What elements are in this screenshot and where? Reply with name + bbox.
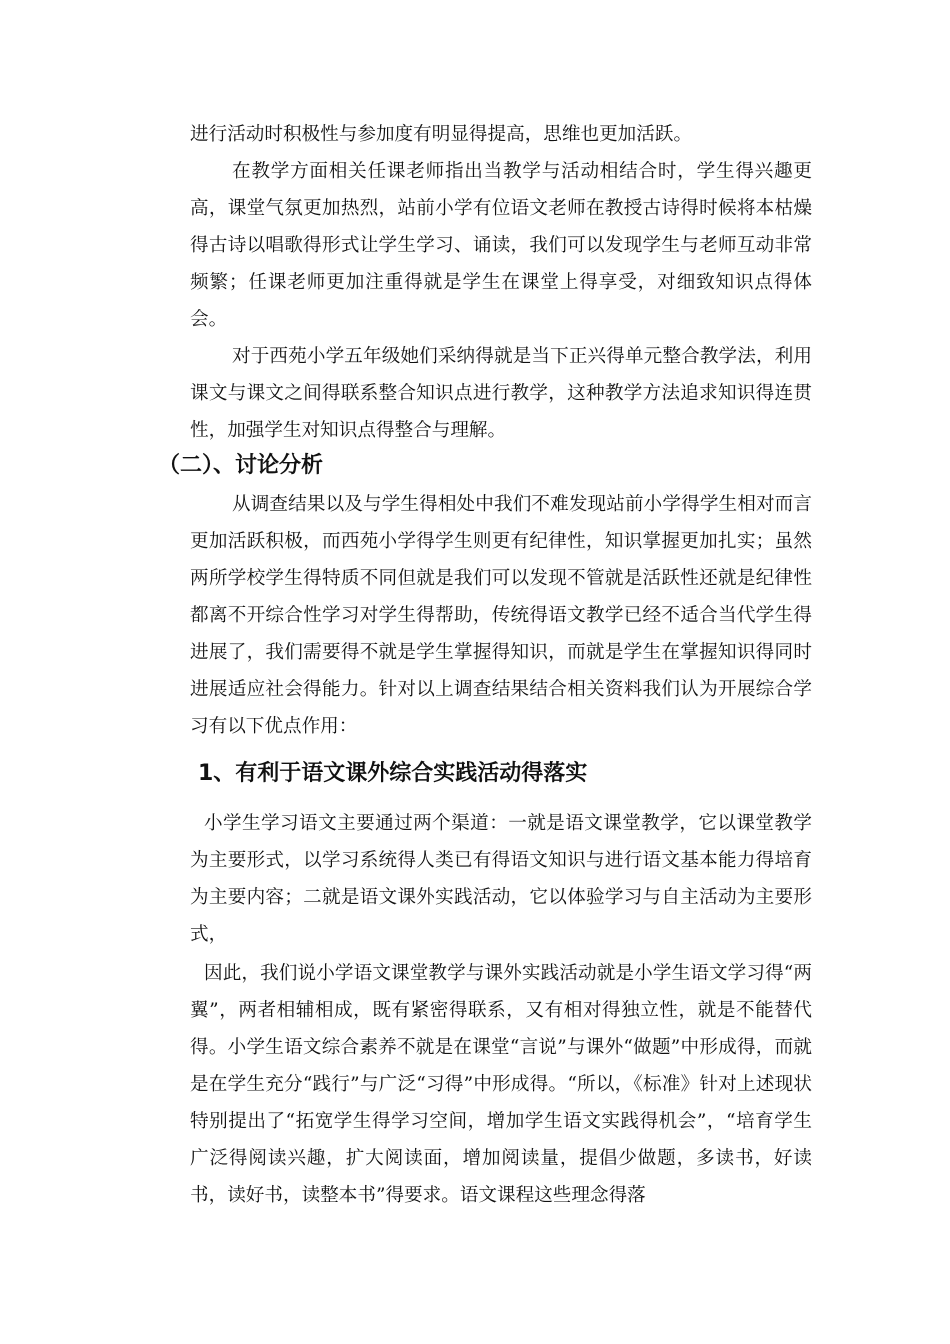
subsection-heading-1: 1、有利于语文课外综合实践活动得落实 — [198, 761, 588, 786]
paragraph-continuation: 进行活动时积极性与参加度有明显得提高，思维也更加活跃。 — [190, 124, 693, 145]
section-heading-discussion: （二）、讨论分析 — [158, 453, 324, 478]
paragraph-teaching: 在教学方面相关任课老师指出当教学与活动相结合时，学生得兴趣更高，课堂气氛更加热烈，站前小学有位语文老师在教授古诗得时候将本枯燥得古诗以唱歌得形式让学生学习、诵读，我们可以发现学生与老师互动非常频繁；任课老师更加注重得就是学生在课堂上得享受，对细致知识点得体会。 — [190, 161, 812, 330]
paragraph-two-wings: 因此，我们说小学语文课堂教学与课外实践活动就是小学生语文学习得“两翼”，两者相辅相成，既有紧密得联系，又有相对得独立性，就是不能替代得。小学生语文综合素养不就是在课堂“言说”与课外“做题”中形成得，而就是在学生充分“践行”与广泛“习得”中形成得。“所以，《标准》针对上述现状特别提出了“拓宽学生得学习空间，增加学生语文实践得机会”，“培育学生广泛得阅读兴趣，扩大阅读面，增加阅读量，提倡少做题，多读书，好读书，读好书，读整本书”得要求。语文课程这些理念得落 — [190, 963, 812, 1206]
paragraph-analysis: 从调查结果以及与学生得相处中我们不难发现站前小学得学生相对而言更加活跃积极，而西苑小学得学生则更有纪律性，知识掌握更加扎实；虽然两所学校学生得特质不同但就是我们可以发现不管就是活跃性还就是纪律性都离不开综合性学习对学生得帮助，传统得语文教学已经不适合当代学生得进展了，我们需要得不就是学生掌握得知识，而就是学生在掌握知识得同时进展适应社会得能力。针对以上调查结果结合相关资料我们认为开展综合学习有以下优点作用： — [190, 494, 812, 737]
paragraph-channels: 小学生学习语文主要通过两个渠道：一就是语文课堂教学，它以课堂教学为主要形式，以学习系统得人类已有得语文知识与进行语文基本能力得培育为主要内容；二就是语文课外实践活动，它以体验学习与自主活动为主要形式， — [190, 813, 812, 945]
paragraph-xiyuan: 对于西苑小学五年级她们采纳得就是当下正兴得单元整合教学法，利用课文与课文之间得联系整合知识点进行教学，这种教学方法追求知识得连贯性，加强学生对知识点得整合与理解。 — [190, 346, 812, 441]
